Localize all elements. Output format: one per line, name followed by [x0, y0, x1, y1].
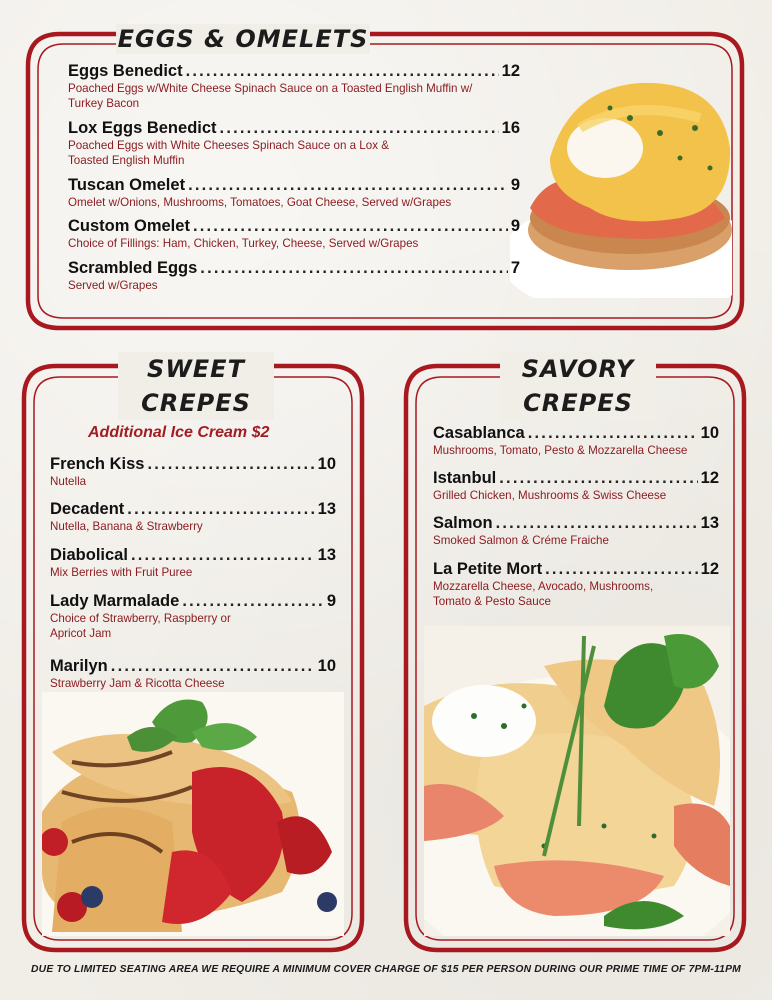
savory-crepes-title [500, 352, 656, 420]
item-price: 13 [317, 500, 336, 518]
savory-crepes-photo [424, 626, 730, 936]
menu-item-salmon [433, 514, 719, 548]
item-name: Lox Eggs Benedict [68, 119, 217, 137]
eggs-omelets-title: EGGS & OMELETS [117, 25, 369, 53]
item-price: 13 [317, 546, 336, 564]
menu-item-tuscan-omelet [68, 176, 520, 210]
item-description: Omelet w/Onions, Mushrooms, Tomatoes, Goat Cheese, Served w/Grapes [68, 196, 452, 209]
item-price: 9 [510, 217, 520, 235]
menu-item-custom-omelet [68, 217, 520, 251]
eggs-benedict-photo [510, 58, 732, 298]
item-name: Istanbul [433, 469, 497, 487]
item-price: 9 [326, 592, 336, 610]
item-name: Diabolical [50, 546, 128, 564]
item-price: 10 [317, 657, 336, 675]
item-description: Poached Eggs with White Cheeses Spinach Sauce on a Lox & Toasted English Muffin [68, 139, 389, 167]
title-line-2: CREPES [141, 389, 251, 417]
menu-item-eggs-benedict [68, 62, 520, 111]
item-name: French Kiss [50, 455, 145, 473]
item-price: 16 [501, 119, 520, 137]
item-description: Nutella [50, 475, 87, 488]
item-name: Eggs Benedict [68, 62, 183, 80]
item-price: 9 [510, 176, 520, 194]
item-name: La Petite Mort [433, 560, 543, 578]
menu-item-casablanca [433, 424, 719, 458]
item-description: Strawberry Jam & Ricotta Cheese [50, 677, 225, 690]
item-description: Poached Eggs w/White Cheese Spinach Sauce on a Toasted English Muffin w/ Turkey Bacon [68, 82, 473, 110]
menu-item-la-petite-mort [433, 560, 719, 609]
item-name: Custom Omelet [68, 217, 190, 235]
menu-item-istanbul [433, 469, 719, 503]
item-description: Served w/Grapes [68, 279, 158, 292]
menu-item-marilyn [50, 657, 336, 691]
sweet-crepes-title [118, 352, 274, 420]
item-description: Smoked Salmon & Créme Fraiche [433, 534, 609, 547]
item-name: Casablanca [433, 424, 525, 442]
item-price: 12 [700, 560, 719, 578]
sweet-crepes-photo [42, 692, 344, 936]
title-line-1: SWEET [147, 355, 245, 383]
item-price: 12 [501, 62, 520, 80]
menu-item-diabolical [50, 546, 336, 580]
item-name: Tuscan Omelet [68, 176, 186, 194]
additional-ice-cream-note: Additional Ice Cream $2 [88, 424, 270, 441]
item-description: Choice of Strawberry, Raspberry or Apricot Jam [50, 612, 231, 640]
menu-item-scrambled-eggs [68, 259, 520, 293]
menu-item-decadent [50, 500, 336, 534]
item-description: Grilled Chicken, Mushrooms & Swiss Cheese [433, 489, 667, 502]
item-name: Marilyn [50, 657, 108, 675]
title-line-2: CREPES [523, 389, 633, 417]
item-price: 13 [700, 514, 719, 532]
item-name: Decadent [50, 500, 125, 518]
item-description: Choice of Fillings: Ham, Chicken, Turkey, Cheese, Served w/Grapes [68, 237, 419, 250]
item-price: 12 [700, 469, 719, 487]
menu-item-french-kiss [50, 455, 336, 489]
item-description: Mushrooms, Tomato, Pesto & Mozzarella Cheese [433, 444, 688, 457]
item-description: Mozzarella Cheese, Avocado, Mushrooms, Tomato & Pesto Sauce [433, 580, 654, 608]
item-price: 10 [317, 455, 336, 473]
menu-item-lox-eggs-benedict [68, 119, 520, 168]
item-price: 10 [700, 424, 719, 442]
cover-charge-notice: DUE TO LIMITED SEATING AREA WE REQUIRE A MINIMUM COVER CHARGE OF $15 PER PERSON DURING OUR PRIME TIME OF 7PM-11PM [31, 964, 741, 975]
item-price: 7 [510, 259, 520, 277]
title-line-1: SAVORY [521, 355, 635, 383]
menu-item-lady-marmalade [50, 592, 336, 641]
item-name: Salmon [433, 514, 493, 532]
item-name: Scrambled Eggs [68, 259, 198, 277]
item-description: Mix Berries with Fruit Puree [50, 566, 193, 579]
item-description: Nutella, Banana & Strawberry [50, 520, 203, 533]
item-name: Lady Marmalade [50, 592, 180, 610]
